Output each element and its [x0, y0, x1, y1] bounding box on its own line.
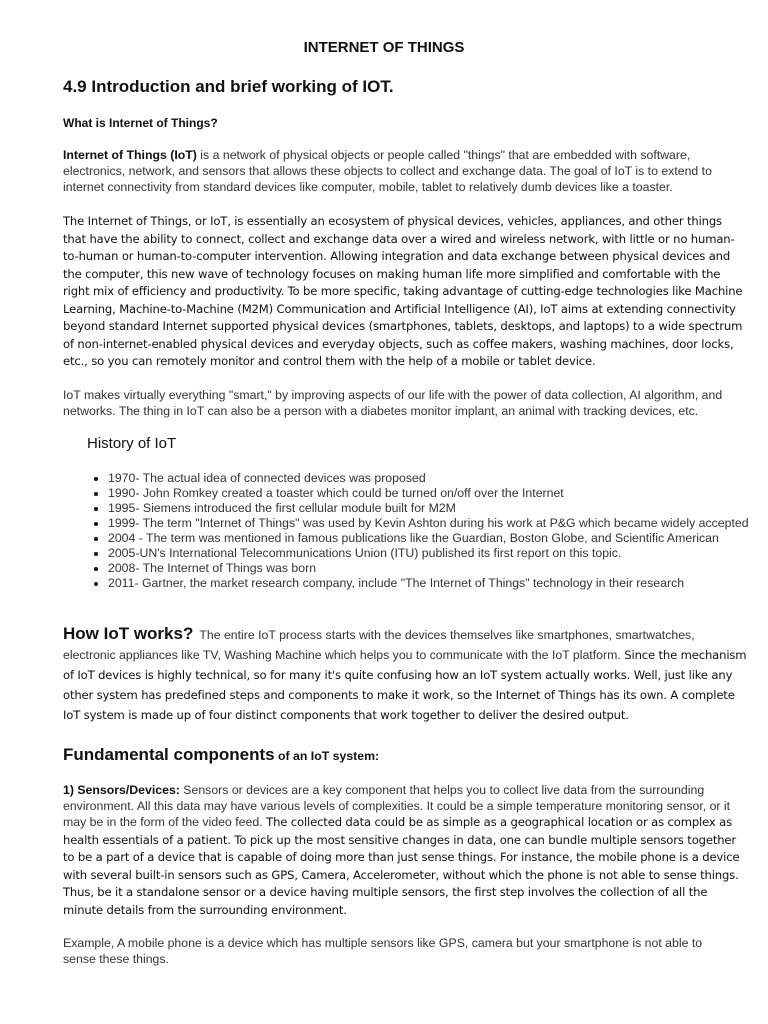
example-paragraph: Example, A mobile phone is a device which has multiple sensors like GPS, camera but your smartphone is not able to sense these things. — [63, 936, 703, 966]
intro-paragraph — [63, 147, 738, 195]
smart-paragraph: IoT makes virtually everything "smart," by improving aspects of our life with the power of data collection, AI algorithm, and networks. The thing in IoT can also be a person with a diabetes monitor implant, an animal with tracking devices, etc. — [63, 388, 723, 418]
list-item: • 2005-UN's International Telecommunications Union (ITU) published its first report on this topic. — [108, 546, 768, 561]
list-item: • 2008- The Internet of Things was born — [108, 561, 768, 576]
list-item: • 1970- The actual idea of connected devices was proposed — [108, 471, 768, 486]
how-iot-works-text-body: Since the mechanism of IoT devices is highly technical, so for many it's quite confusing how an IoT system actually works. Well, just like any other system has predefined steps and components to make it work, so the Internet of Things has its own. A complete IoT system is made up of four distinct components that work together to deliver the desired output. — [63, 648, 747, 722]
list-item: • 2011- Gartner, the market research company, include "The Internet of Things" technology in their research — [108, 576, 768, 591]
sensors-paragraph — [63, 782, 743, 919]
history-list — [87, 471, 768, 591]
intro-text: is a network of physical objects or people called "things" that are embedded with software, electronics, network, and sensors that allows these objects to collect and exchange data. The goal of IoT is to extend to internet connectivity from standard devices like computer, mobile, tablet to relatively dumb devices like a toaster. — [63, 148, 712, 194]
list-item: • 1999- The term "Internet of Things" was used by Kevin Ashton during his work at P&G which became widely accepted — [108, 516, 768, 531]
fundamental-heading-small: of an IoT system: — [274, 749, 380, 763]
sensors-lead: 1) Sensors/Devices: — [63, 783, 180, 797]
how-iot-works-paragraph — [63, 624, 748, 725]
how-iot-works-heading: How IoT works? — [63, 624, 194, 643]
ecosystem-paragraph: The Internet of Things, or IoT, is essentially an ecosystem of physical devices, vehicles, appliances, and other things that have the ability to connect, collect and exchange data over a wired and wireless network, with little or no human-to-human or human-to-computer intervention. Allowing integration and data exchange between physical devices and the computer, this new wave of technology focuses on making human life more simplified and comfortable with the right mix of efficiency and productivity. To be more specific, taking advantage of cutting-edge technologies like Machine Learning, Machine-to-Machine (M2M) Communication and Artificial Intelligence (AI), IoT aims at extending connectivity beyond standard Internet supported physical devices (smartphones, tablets, desktops, and laptops) to a wide spectrum of non-internet-enabled physical devices and everyday objects, such as coffee makers, washing machines, door locks, etc., so you can remotely monitor and control them with the help of a mobile or tablet device. — [63, 214, 743, 368]
list-item: • 1990- John Romkey created a toaster which could be turned on/off over the Internet — [108, 486, 768, 501]
list-item: • 1995- Siemens introduced the first cellular module built for M2M — [108, 501, 768, 516]
subheading-what-is-iot: What is Internet of Things? — [63, 116, 218, 130]
fundamental-components-heading — [63, 745, 743, 765]
section-heading: 4.9 Introduction and brief working of IOT. — [63, 77, 394, 96]
sensors-text-small: Sensors or devices are a key component that helps you to collect live data from the surrounding environment. All this data may have various levels of complexities. It could be a simple temperature monitoring sensor, or it may be in the form of the video feed. — [63, 783, 731, 829]
intro-lead: Internet of Things (IoT) — [63, 148, 197, 162]
how-iot-works-text-small: The entire IoT process starts with the devices themselves like smartphones, smartwatches, electronic appliances like TV, Washing Machine which helps you to communicate with the IoT platform. — [63, 628, 695, 662]
history-heading: History of IoT — [87, 435, 177, 452]
sensors-text-body: The collected data could be as simple as a geographical location or as complex as health essentials of a patient. To pick up the most sensitive changes in data, one can bundle multiple sensors together to be a part of a device that is capable of doing more than just sense things. For instance, the mobile phone is a device with several built-in sensors such as GPS, Camera, Accelerometer, without which the phone is not able to sense things. Thus, be it a standalone sensor or a device having multiple sensors, the first step involves the collection of all the minute details from the surrounding environment. — [63, 815, 740, 917]
document-title: INTERNET OF THINGS — [303, 39, 465, 56]
fundamental-heading-big: Fundamental components — [63, 745, 275, 764]
list-item: • 2004 - The term was mentioned in famous publications like the Guardian, Boston Globe, and Scientific American — [108, 531, 768, 546]
